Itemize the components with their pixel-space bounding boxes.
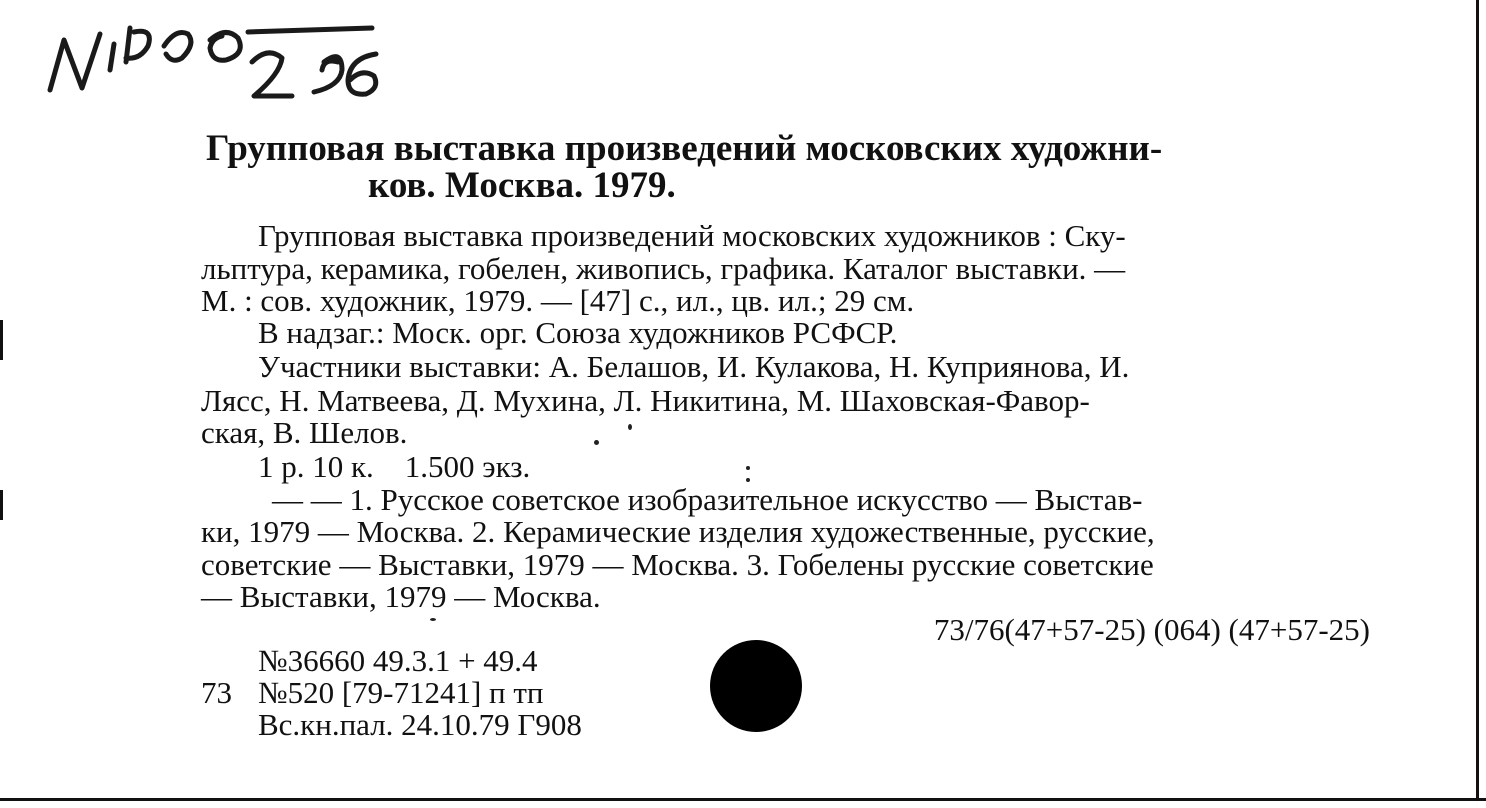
punch-hole (710, 640, 802, 732)
body-line-3: М. : сов. художник, 1979. — [47] с., ил., цв. ил.; 29 см. (201, 283, 915, 318)
title-line-2: ков. Москва. 1979. (368, 165, 676, 206)
footer-line-2-number: 73 (201, 675, 232, 710)
subject-line-4: — Выставки, 1979 — Москва. (201, 579, 601, 614)
speck (594, 440, 599, 445)
handwritten-mark (42, 10, 392, 105)
footer-line-1: №36660 49.3.1 + 49.4 (258, 643, 538, 678)
subject-line-3: советские — Выставки, 1979 — Москва. 3. Гобелены русские советские (201, 547, 1154, 582)
subject-line-2: ки, 1979 — Москва. 2. Керамические изделия художественные, русские, (201, 514, 1155, 549)
body-line-1: Групповая выставка произведений московских художников : Ску- (258, 218, 1126, 253)
left-edge-mark (0, 490, 3, 520)
title-line-1: Групповая выставка произведений московских художни- (206, 128, 1163, 169)
body-line-2: льптура, керамика, гобелен, живопись, графика. Каталог выставки. — (201, 251, 1126, 286)
card-title (206, 130, 1396, 204)
body-line-6: Лясс, Н. Матвеева, Д. Мухина, Л. Никитина, М. Шаховская-Фавор- (201, 383, 1090, 418)
speck (746, 466, 750, 470)
body-line-4: В надзаг.: Моск. орг. Союза художников РСФСР. (258, 315, 898, 350)
subject-line-1: — — 1. Русское советское изобразительное искусство — Выстав- (272, 482, 1143, 517)
speck (430, 618, 436, 621)
footer-line-2: №520 [79-71241] п тп (258, 675, 544, 710)
speck (628, 424, 632, 430)
classification-index: 73/76(47+57-25) (064) (47+57-25) (933, 612, 1370, 647)
price-line: 1 р. 10 к. 1.500 экз. (258, 449, 531, 484)
left-edge-mark (0, 320, 3, 360)
body-line-5: Участники выставки: А. Белашов, И. Кулакова, Н. Куприянова, И. (258, 349, 1130, 384)
bottom-edge (0, 798, 1486, 801)
body-line-7: ская, В. Шелов. (201, 415, 408, 450)
right-edge (1476, 0, 1479, 800)
speck (746, 478, 750, 482)
footer-line-3: Вс.кн.пал. 24.10.79 Г908 (258, 707, 582, 742)
